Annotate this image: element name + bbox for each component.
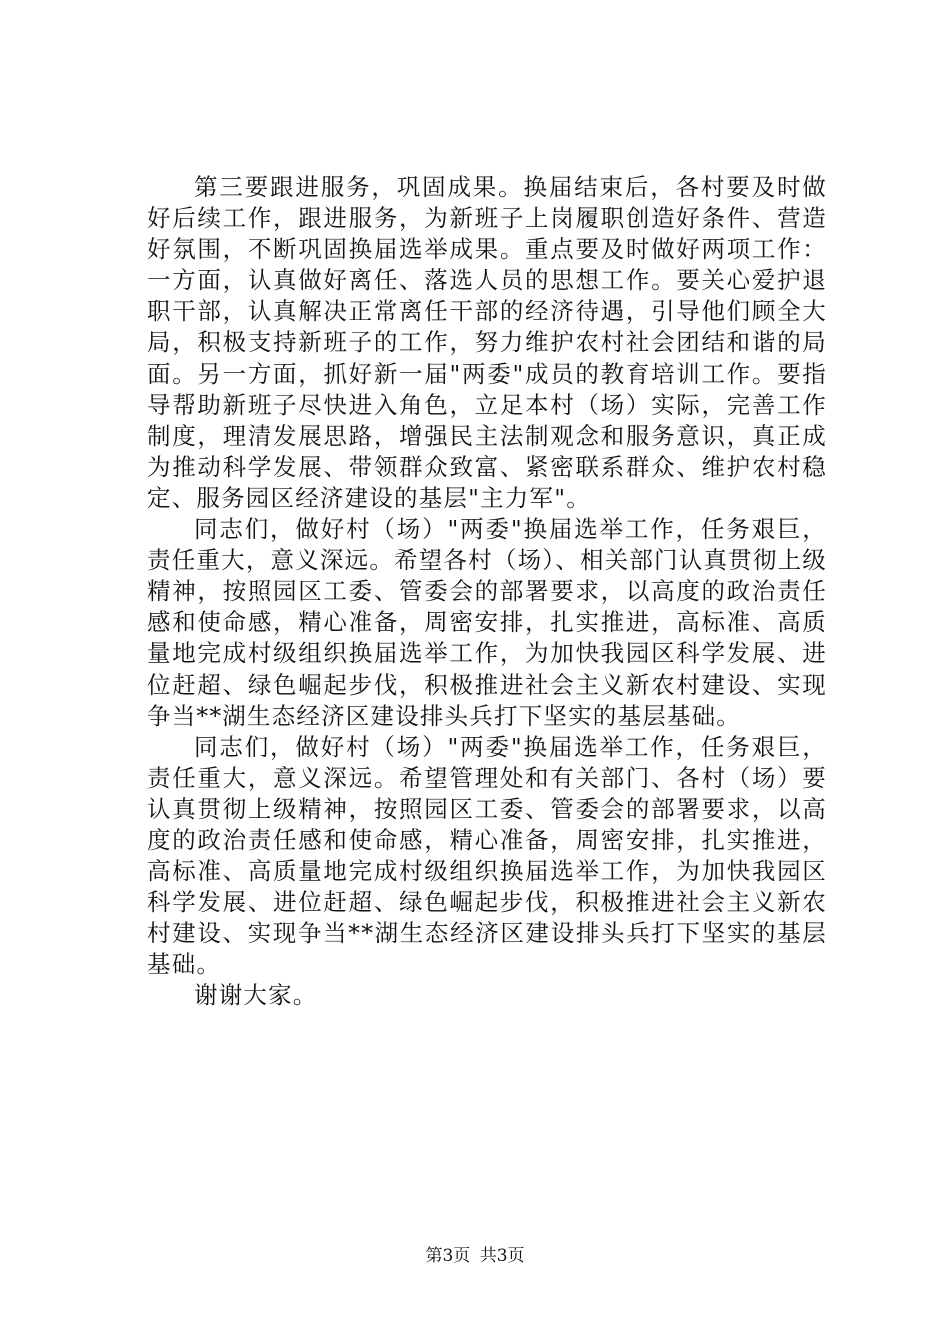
paragraph-thanks: 谢谢大家。 <box>194 981 318 1010</box>
page-footer <box>0 1245 950 1267</box>
paragraph-closing-remarks-2: 同志们，做好村（场）"两委"换届选举工作，任务艰巨，责任重大，意义深远。希望管理处和有关部门、各村（场）要认真贯彻上级精神，按照园区工委、管委会的部署要求，以高度的政治责任感和使命感，精心准备，周密安排，扎实推进，高标准、高质量地完成村级组织换届选举工作，为加快我园区科学发展、进位赶超、绿色崛起步伐，积极推进社会主义新农村建设、实现争当**湖生态经济区建设排头兵打下坚实的基层基础。 <box>147 732 827 979</box>
document-body <box>147 172 827 1012</box>
paragraph-closing-remarks-1: 同志们，做好村（场）"两委"换届选举工作，任务艰巨，责任重大，意义深远。希望各村（场）、相关部门认真贯彻上级精神，按照园区工委、管委会的部署要求，以高度的政治责任感和使命感，精心准备，周密安排，扎实推进，高标准、高质量地完成村级组织换届选举工作，为加快我园区科学发展、进位赶超、绿色崛起步伐，积极推进社会主义新农村建设、实现争当**湖生态经济区建设排头兵打下坚实的基层基础。 <box>147 515 827 730</box>
paragraph-follow-up-service: 第三要跟进服务，巩固成果。换届结束后，各村要及时做好后续工作，跟进服务，为新班子上岗履职创造好条件、营造好氛围，不断巩固换届选举成果。重点要及时做好两项工作：一方面，认真做好离任、落选人员的思想工作。要关心爱护退职干部，认真解决正常离任干部的经济待遇，引导他们顾全大局，积极支持新班子的工作，努力维护农村社会团结和谐的局面。另一方面，抓好新一届"两委"成员的教育培训工作。要指导帮助新班子尽快进入角色，立足本村（场）实际，完善工作制度，理清发展思路，增强民主法制观念和服务意识，真正成为推动科学发展、带领群众致富、紧密联系群众、维护农村稳定、服务园区经济建设的基层"主力军"。 <box>147 173 827 512</box>
page-number: 第3页 <box>425 1246 471 1266</box>
page-total: 共3页 <box>479 1246 525 1266</box>
